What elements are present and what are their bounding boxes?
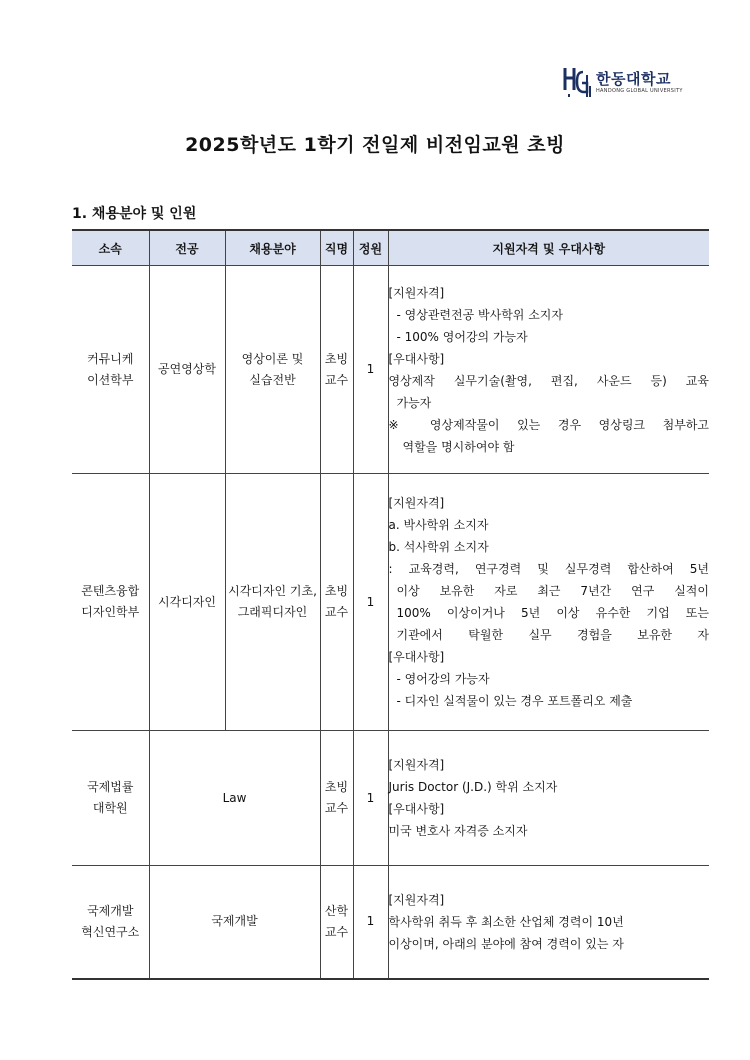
- qual-line: - 100% 영어강의 가능자: [396, 329, 528, 344]
- qual-heading: [지원자격]: [388, 496, 445, 510]
- qual-note: 역할을 명시하여야 함: [402, 439, 515, 454]
- cell-quota: 1: [353, 731, 388, 866]
- qual-line: - 영상관련전공 박사학위 소지자: [396, 307, 563, 322]
- rank-line: 교수: [324, 801, 349, 815]
- header-quota: 정원: [353, 230, 388, 266]
- dept-line: 국제법률: [87, 780, 134, 794]
- hgu-logo-icon: [563, 66, 593, 98]
- cell-rank: [320, 266, 353, 474]
- table-row: [72, 266, 709, 474]
- qual-line: 영상제작 실무기술(촬영, 편집, 사운드 등) 교육: [388, 373, 709, 388]
- header-major: 전공: [149, 230, 225, 266]
- header-qualifications: 지원자격 및 우대사항: [388, 230, 709, 266]
- qual-line: a. 박사학위 소지자: [388, 518, 489, 532]
- cell-dept: [72, 731, 149, 866]
- dept-line: 디자인학부: [81, 605, 140, 619]
- cell-quota: 1: [353, 866, 388, 979]
- cell-dept: [72, 866, 149, 979]
- dept-line: 이션학부: [87, 372, 134, 387]
- rank-line: 교수: [324, 924, 349, 939]
- qual-heading: [지원자격]: [388, 285, 445, 300]
- cell-major-field: Law: [149, 731, 320, 866]
- cell-rank: [320, 866, 353, 979]
- cell-qualifications: [388, 474, 709, 731]
- dept-line: 대학원: [92, 801, 128, 815]
- rank-line: 초빙: [324, 780, 349, 794]
- cell-rank: [320, 731, 353, 866]
- cell-field: [225, 266, 320, 474]
- logo-university-name: 한동대학교: [596, 70, 671, 88]
- rank-line: 산학: [324, 903, 349, 918]
- recruitment-table: [72, 229, 709, 980]
- qual-line: - 디자인 실적물이 있는 경우 포트폴리오 제출: [396, 694, 633, 708]
- cell-qualifications: [388, 266, 709, 474]
- field-line: 영상이론 및: [241, 351, 304, 366]
- qual-heading: [지원자격]: [388, 892, 445, 907]
- section-heading: 1. 채용분야 및 인원: [72, 206, 197, 222]
- university-logo: [563, 66, 683, 100]
- cell-rank: [320, 474, 353, 731]
- logo-english-name: HANDONG GLOBAL UNIVERSITY: [596, 88, 683, 94]
- qual-line: 이상 보유한 자로 최근 7년간 연구 실적이: [396, 584, 709, 598]
- table-row: [72, 866, 709, 979]
- cell-field: [225, 474, 320, 731]
- header-rank: 직명: [320, 230, 353, 266]
- cell-dept: [72, 474, 149, 731]
- qual-heading: [우대사항]: [388, 351, 445, 366]
- qual-note: ※ 영상제작물이 있는 경우 영상링크 첨부하고: [388, 417, 709, 432]
- dept-line: 혁신연구소: [81, 924, 140, 939]
- table-row: [72, 474, 709, 731]
- qual-line: 미국 변호사 자격증 소지자: [388, 824, 528, 838]
- dept-line: 커뮤니케: [87, 351, 134, 366]
- dept-line: 국제개발: [87, 903, 134, 918]
- rank-line: 교수: [324, 372, 349, 387]
- header-dept: 소속: [72, 230, 149, 266]
- qual-line: : 교육경력, 연구경력 및 실무경력 합산하여 5년: [388, 562, 709, 576]
- qual-line: 학사학위 취득 후 최소한 산업체 경력이 10년: [388, 914, 624, 929]
- cell-qualifications: [388, 731, 709, 866]
- qual-heading: [우대사항]: [388, 802, 445, 816]
- cell-quota: 1: [353, 266, 388, 474]
- rank-line: 초빙: [324, 351, 349, 366]
- rank-line: 초빙: [324, 584, 349, 598]
- cell-major: 공연영상학: [149, 266, 225, 474]
- cell-major-field: 국제개발: [149, 866, 320, 979]
- cell-quota: 1: [353, 474, 388, 731]
- qual-line: 이상이며, 아래의 분야에 참여 경력이 있는 자: [388, 936, 624, 951]
- field-line: 그래픽디자인: [237, 605, 308, 619]
- rank-line: 교수: [324, 605, 349, 619]
- qual-line: - 영어강의 가능자: [396, 672, 490, 686]
- field-line: 시각디자인 기초,: [228, 584, 317, 598]
- table-row: [72, 731, 709, 866]
- page-title: 2025학년도 1학기 전일제 비전임교원 초빙: [185, 134, 565, 156]
- qual-line: 가능자: [396, 395, 432, 410]
- cell-qualifications: [388, 866, 709, 979]
- cell-major: 시각디자인: [149, 474, 225, 731]
- qual-heading: [지원자격]: [388, 758, 445, 772]
- qual-line: Juris Doctor (J.D.) 학위 소지자: [388, 780, 558, 794]
- qual-line: b. 석사학위 소지자: [388, 540, 489, 554]
- header-field: 채용분야: [225, 230, 320, 266]
- qual-heading: [우대사항]: [388, 650, 445, 664]
- cell-dept: [72, 266, 149, 474]
- table-header-row: [72, 230, 709, 266]
- qual-line: 100% 이상이거나 5년 이상 유수한 기업 또는: [396, 606, 709, 620]
- field-line: 실습전반: [249, 372, 296, 387]
- qual-line: 기관에서 탁월한 실무 경험을 보유한 자: [396, 628, 709, 642]
- dept-line: 콘텐츠융합: [81, 584, 140, 598]
